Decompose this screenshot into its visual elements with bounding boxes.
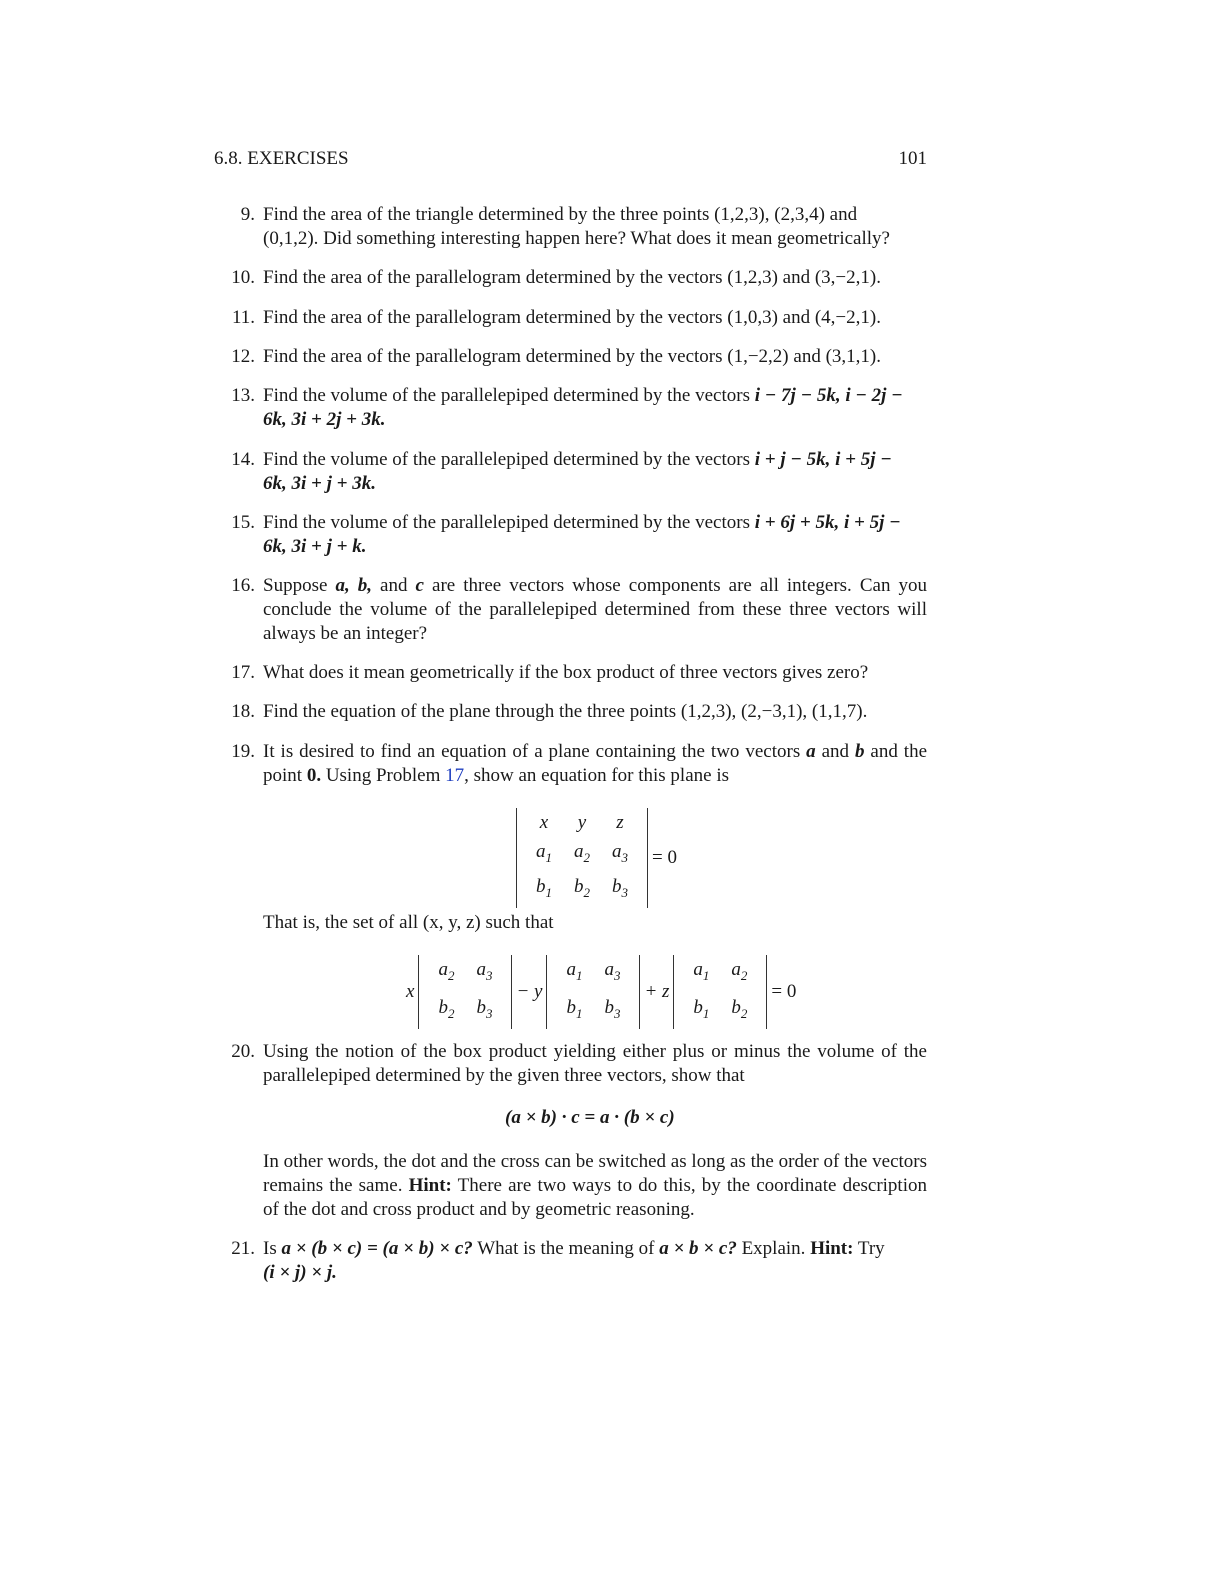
text-run: Try xyxy=(853,1238,885,1259)
section-title: 6.8. EXERCISES xyxy=(214,148,349,169)
exercise-10 xyxy=(214,266,927,290)
exercise-line: (0,1,2). Did something interesting happen here? What does it mean geometrically? xyxy=(263,228,890,249)
det-entry: $b_3$ xyxy=(604,996,621,1021)
exercise-11 xyxy=(214,306,927,330)
det-entry: $a_3$ xyxy=(612,841,628,865)
vector-expression: 6k, 3i + 2j + 3k. xyxy=(263,409,386,430)
vector-vars: a, b, xyxy=(335,575,372,596)
vector-expression: 6k, 3i + j + 3k. xyxy=(263,473,376,494)
running-header xyxy=(214,148,927,170)
exercise-number: 19. xyxy=(231,741,255,762)
exercise-line: Find the area of the triangle determined by the three points (1,2,3), (2,3,4) and xyxy=(263,204,858,225)
det-entry: $a_1$ xyxy=(536,841,552,865)
det-entry: $a_3$ xyxy=(476,959,493,983)
det-entry: $b_1$ xyxy=(566,996,583,1021)
text-run: It is desired to find an equation of a plane containing the two vectors xyxy=(263,741,807,762)
box-product-identity: (a × b) · c = a · (b × c) xyxy=(505,1107,675,1128)
exercise-text xyxy=(263,384,927,432)
det-entry: x xyxy=(539,812,549,833)
exercise-text xyxy=(263,511,927,559)
exercise-number: 10. xyxy=(231,267,255,288)
exercise-text xyxy=(263,203,927,251)
exercise-text: Find the area of the parallelogram determined by the vectors (1,0,3) and (4,−2,1). xyxy=(263,307,881,328)
det-entry: $b_2$ xyxy=(574,875,590,900)
det-entry: $a_3$ xyxy=(604,959,621,983)
coefficient: x xyxy=(406,980,415,1002)
coefficient: + z xyxy=(644,980,670,1002)
text-run: , show an equation for this plane is xyxy=(464,765,729,786)
exercise-text xyxy=(263,448,927,496)
exercise-19 xyxy=(214,740,927,788)
zero-vector: 0. xyxy=(306,765,322,786)
exercise-number: 11. xyxy=(231,307,255,328)
exercise-number: 13. xyxy=(231,385,255,406)
text-run: and xyxy=(815,741,855,762)
exercise-14 xyxy=(214,448,927,496)
vector-var: b xyxy=(854,741,865,762)
determinant-2x2 xyxy=(418,955,512,1029)
exercise-20 xyxy=(214,1040,927,1088)
exercise-number: 9. xyxy=(240,204,255,225)
vector-expression: i + 6j + 5k, i + 5j − xyxy=(754,512,901,533)
page-number: 101 xyxy=(898,148,927,169)
problem-link[interactable]: 17 xyxy=(445,765,465,786)
vector-expression: 6k, 3i + j + k. xyxy=(263,536,367,557)
exercise-13 xyxy=(214,384,927,432)
exercise-21 xyxy=(214,1237,927,1285)
vector-expression: i − 7j − 5k, i − 2j − xyxy=(754,385,903,406)
exercise-number: 14. xyxy=(231,449,255,470)
hint-label: Hint: xyxy=(810,1238,854,1259)
det-entry: $a_2$ xyxy=(574,841,590,865)
exercise-number: 21. xyxy=(231,1238,255,1259)
exercise-number: 18. xyxy=(231,701,255,722)
exercise-number: 17. xyxy=(231,662,255,683)
vector-expression: a × b × c? xyxy=(659,1238,737,1259)
text-run: and xyxy=(372,575,416,596)
exercise-text: Find the area of the parallelogram determined by the vectors (1,2,3) and (3,−2,1). xyxy=(263,267,881,288)
equals-zero: = 0 xyxy=(771,980,797,1002)
exercise-17 xyxy=(214,661,927,685)
text-run: and the point xyxy=(263,741,927,786)
exercise-number: 15. xyxy=(231,512,255,533)
exercise-text: What does it mean geometrically if the box product of three vectors gives zero? xyxy=(263,662,869,683)
exercise-text xyxy=(263,574,927,646)
exercise-number: 12. xyxy=(231,346,255,367)
det-entry: $b_2$ xyxy=(438,996,455,1021)
determinant-2x2 xyxy=(673,955,767,1029)
exercise-20-paragraph xyxy=(263,1150,927,1222)
exercise-number: 16. xyxy=(231,575,255,596)
exercise-18 xyxy=(214,700,927,724)
exercise-number: 20. xyxy=(231,1041,255,1062)
that-is-text: That is, the set of all (x, y, z) such that xyxy=(263,912,554,933)
det-entry: $a_1$ xyxy=(566,959,583,983)
determinant-equation xyxy=(516,808,677,908)
hint-label: Hint: xyxy=(408,1175,452,1196)
coefficient: − y xyxy=(516,980,543,1002)
vector-expression: i + j − 5k, i + 5j − xyxy=(754,449,892,470)
det-entry: $a_2$ xyxy=(731,959,748,983)
text-run: Explain. xyxy=(736,1238,811,1259)
exercise-prefix: Find the volume of the parallelepiped determined by the vectors xyxy=(263,449,755,470)
text-run: There are two ways to do this, by the coordinate description of the dot and cross product and by geometric reasoning. xyxy=(263,1175,927,1220)
det-entry: $b_1$ xyxy=(536,875,552,900)
det-entry: $a_1$ xyxy=(693,959,710,983)
vector-expression: a × (b × c) = (a × b) × c? xyxy=(281,1238,473,1259)
text-run: In other words, the dot and the cross can be switched as long as the order of the vectors remains the same. xyxy=(263,1151,927,1196)
det-entry: y xyxy=(577,812,587,833)
exercise-prefix: Find the volume of the parallelepiped determined by the vectors xyxy=(263,512,755,533)
det-entry: $b_2$ xyxy=(731,996,748,1021)
exercise-12 xyxy=(214,345,927,369)
vector-expression: (i × j) × j. xyxy=(263,1262,337,1283)
determinant-2x2 xyxy=(546,955,640,1029)
exercise-9 xyxy=(214,203,927,251)
exercise-15 xyxy=(214,511,927,559)
exercise-prefix: Find the volume of the parallelepiped determined by the vectors xyxy=(263,385,755,406)
vector-var: a xyxy=(806,741,816,762)
determinant-3x3 xyxy=(516,808,648,908)
exercise-16 xyxy=(214,574,927,646)
cofactor-expansion xyxy=(406,955,796,1029)
text-run: Is xyxy=(263,1238,282,1259)
text-run: Using Problem xyxy=(321,765,446,786)
det-entry: $b_3$ xyxy=(476,996,493,1021)
exercise-text: Using the notion of the box product yielding either plus or minus the volume of the parallelepiped determined by the given three vectors, show that xyxy=(263,1041,927,1086)
exercise-text xyxy=(263,1237,927,1285)
text-run: are three vectors whose components are all integers. Can you conclude the volume of the parallelepiped determined from these three vectors will always be an integer? xyxy=(263,575,927,644)
det-entry: z xyxy=(616,812,624,833)
det-entry: $b_1$ xyxy=(693,996,710,1021)
exercise-text: Find the area of the parallelogram determined by the vectors (1,−2,2) and (3,1,1). xyxy=(263,346,881,367)
exercise-text xyxy=(263,740,927,788)
det-entry: $b_3$ xyxy=(612,875,628,900)
det-entry: $a_2$ xyxy=(438,959,455,983)
text-run: What is the meaning of xyxy=(472,1238,660,1259)
exercise-text: Find the equation of the plane through the three points (1,2,3), (2,−3,1), (1,1,7). xyxy=(263,701,868,722)
vector-var: c xyxy=(415,575,424,596)
text-run: Suppose xyxy=(263,575,336,596)
equals-zero: = 0 xyxy=(652,846,677,868)
